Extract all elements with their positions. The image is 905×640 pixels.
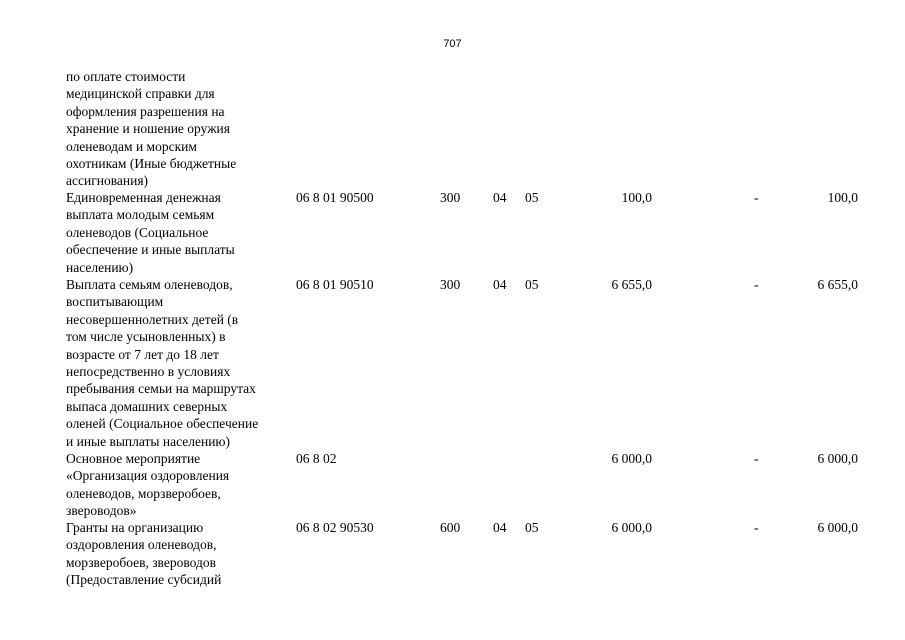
- name-line: по оплате стоимости: [66, 69, 186, 84]
- name-line: оленеводов, морзверобоев,: [66, 485, 221, 501]
- row-code: 06 8 02: [296, 451, 337, 466]
- name-line: (Предоставление субсидий: [66, 572, 222, 588]
- row-code: 06 8 01 90510: [296, 277, 374, 292]
- name-line: том числе усыновленных) в: [66, 329, 226, 345]
- name-line: пребывания семьи на маршрутах: [66, 381, 256, 397]
- name-line: «Организация оздоровления: [66, 468, 230, 484]
- name-line: выпаса домашних северных: [66, 398, 228, 414]
- name-line: выплата молодым семьям: [66, 207, 215, 223]
- name-line: звероводов»: [66, 503, 137, 519]
- name-line: обеспечение и иные выплаты: [66, 242, 235, 258]
- row-name: [66, 276, 288, 450]
- row-code: 06 8 02 90530: [296, 520, 374, 535]
- row-rz: 04: [493, 520, 507, 535]
- row-name: [66, 519, 288, 589]
- name-line: ассигнования): [66, 173, 149, 189]
- row-sum-total: 100,0: [827, 190, 858, 205]
- name-line: Единовременная денежная: [66, 190, 221, 205]
- row-sum-total: 6 000,0: [817, 451, 858, 466]
- row-vr: 300: [440, 190, 461, 205]
- name-line: и иные выплаты населению): [66, 433, 231, 449]
- row-pr: 05: [525, 520, 539, 535]
- row-rz: 04: [493, 190, 507, 205]
- name-line: медицинской справки для: [66, 86, 215, 102]
- row-sum-total: 6 000,0: [817, 520, 858, 535]
- row-vr: 600: [440, 520, 461, 535]
- name-line: оформления разрешения на: [66, 103, 225, 119]
- row-sum: 6 655,0: [611, 277, 652, 292]
- row-change: -: [754, 520, 759, 535]
- name-line: морзверобоев, звероводов: [66, 554, 216, 570]
- row-rz: 04: [493, 277, 507, 292]
- row-pr: 05: [525, 277, 539, 292]
- name-line: возрасте от 7 лет до 18 лет: [66, 346, 219, 362]
- row-name: [66, 450, 288, 520]
- name-line: Выплата семьям оленеводов,: [66, 277, 233, 292]
- name-line: несовершеннолетних детей (в: [66, 311, 239, 327]
- name-line: Основное мероприятие: [66, 451, 201, 466]
- name-line: хранение и ношение оружия: [66, 121, 230, 137]
- row-name: [66, 189, 288, 276]
- page-number: 707: [443, 38, 462, 50]
- row-pr: 05: [525, 190, 539, 205]
- name-line: оленей (Социальное обеспечение: [66, 416, 259, 432]
- row-code: 06 8 01 90500: [296, 190, 374, 205]
- name-line: охотникам (Иные бюджетные: [66, 156, 237, 172]
- row-sum: 6 000,0: [611, 451, 652, 466]
- name-line: оленеводов (Социальное: [66, 224, 209, 240]
- name-line: воспитывающим: [66, 294, 164, 310]
- name-line: Гранты на организацию: [66, 520, 204, 535]
- row-sum: 100,0: [621, 190, 652, 205]
- name-line: оленеводам и морским: [66, 138, 197, 154]
- name-line: населению): [66, 259, 134, 275]
- row-change: -: [754, 451, 759, 466]
- row-change: -: [754, 190, 759, 205]
- row-sum: 6 000,0: [611, 520, 652, 535]
- row-name: [66, 68, 288, 190]
- name-line: оздоровления оленеводов,: [66, 537, 217, 553]
- name-line: непосредственно в условиях: [66, 364, 231, 380]
- row-change: -: [754, 277, 759, 292]
- row-vr: 300: [440, 277, 461, 292]
- row-sum-total: 6 655,0: [817, 277, 858, 292]
